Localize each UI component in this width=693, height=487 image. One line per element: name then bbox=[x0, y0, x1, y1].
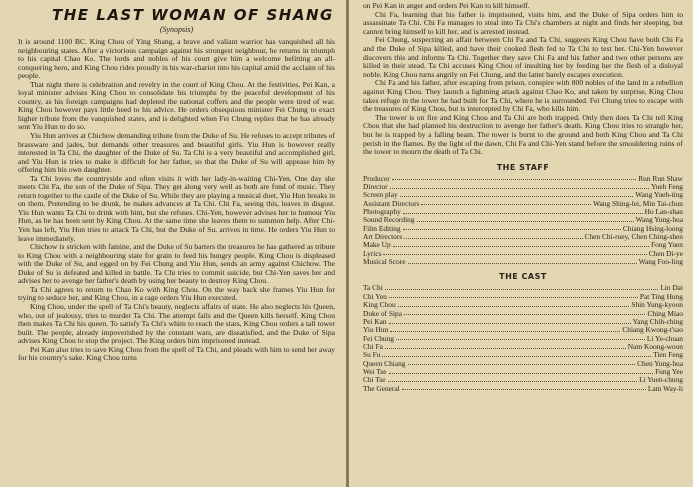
cast-heading: THE CAST bbox=[499, 272, 547, 282]
cast-row bbox=[363, 385, 683, 393]
staff-name: Run Run Shaw bbox=[638, 173, 683, 183]
synopsis-paragraph: King Chou, under the spell of Ta Chi's beauty, neglects affairs of state. He also neglects his Queen, who, out of jealousy, tries to murder Ta Chi. The attempt fails and the Queen kills herself. King Chou then makes Ta Chi his queen. To satisfy Ta Chi's whim to reach the stars, King Chou orders a tall tower built. The people, already impoverished by the constant wars, are dissatisfied, and the Duke of Sipa advises King Chou to stop the project. The King orders him imprisoned instead. bbox=[18, 301, 335, 346]
dotted-leader bbox=[390, 188, 650, 189]
synopsis-paragraph: That night there is celebration and revelry in the court of King Chou. At the festivities, Pei Kan, a loyal minister advises King Chou to consolidate his triumphs by the peaceful development of his country, as his foreign campaigns had depleted the national coffers and the people were tired of war. King Chou however pays little heed to his advice. He orders obsequious minister Fei Chung to exact higher tribute from the vanquished states, and is delighted when Fei Chung replies that he has already sent Yiu Hun to do so. bbox=[18, 79, 335, 132]
synopsis-paragraph: Ta Chi loves the countryside and often visits it with her lady-in-waiting Chi-Yen. One day she meets Chi Fa, the son of the Duke of Sipa. They get along very well as both are fond of music. They return together to the castle of the Duke of Su. While they are playing a musical duet, Yiu Hun breaks in on them. Pretending to be drunk, he makes advances at Ta Chi. Chi Fa, seeing this, leaves in disgust. Yiu Hun wants Ta Chi to drink with him, but she refuses. Chi-Yen, however advises her to humour Yiu Hun, as he has been sent by King Chou. At the same time she leaves them to summon help. After Chi-Yen has left, Yiu Hun tries to attack Ta Chi, but the Duke of Su, arrives in time. He orders Yiu Hun to leave immediately. bbox=[18, 173, 335, 243]
dotted-leader bbox=[383, 254, 646, 255]
staff-name: Chiang Hsing-loong bbox=[622, 223, 683, 233]
staff-role: Art Directors bbox=[363, 232, 403, 242]
dotted-leader bbox=[408, 364, 636, 365]
cast-name: Chen Yung-hua bbox=[637, 358, 683, 368]
cast-list bbox=[363, 284, 683, 392]
dotted-leader bbox=[403, 229, 621, 230]
staff-role: Film Editing bbox=[363, 223, 401, 233]
dotted-leader bbox=[392, 179, 637, 180]
cast-row bbox=[363, 326, 683, 334]
dotted-leader bbox=[389, 297, 638, 298]
synopsis-paragraph: Chichow is stricken with famine, and the Duke of Su barters the treasures he has gathered as tribute to King Chou with a neighbouring state for grain to feed his hungry people. King Chou is displeased with the Duke of Su, and egged on by Fei Chung and Yiu Hun, sends an army against Chichow. The Duke of Su is defeated and killed in battle. Ta Chi tries to commit suicide, but Chi-Yen saves her and advises her to avenge her father's death by using her beauty to destroy King Chou. bbox=[18, 242, 335, 286]
cast-name: Fung Yee bbox=[655, 366, 683, 376]
cast-name: Li Yuen-chung bbox=[639, 375, 683, 385]
cast-row bbox=[363, 376, 683, 384]
dotted-leader bbox=[393, 246, 649, 247]
synopsis-paragraph: Fei Chung, suspecting an affair between Chi Fa and Ta Chi, suggests King Chou have both Chi Fa and the Duke of Sipa killed, and have their cooked flesh fed to Ta Chi to test her. Chi-Yen however discovers this and informs Ta Chi. Together they save Chi Fa and his father and two other persons are killed in their stead. Ta Chi accuses King Chou of insulting her by feeding her the flesh of a disloyal noble. King Chou turns angrily on Fei Chung, and the latter barely escapes execution. bbox=[363, 35, 683, 79]
staff-name: Yueh Feng bbox=[651, 182, 683, 192]
staff-row bbox=[363, 233, 683, 241]
cast-name: Tien Feng bbox=[653, 350, 683, 360]
staff-role: Director bbox=[363, 182, 388, 192]
cast-role: King Chou bbox=[363, 300, 396, 310]
staff-role: Screen play bbox=[363, 190, 398, 200]
cast-name: Chiang Kwong-t'sao bbox=[622, 325, 683, 335]
cast-row bbox=[363, 351, 683, 359]
staff-role: Assistant Directors bbox=[363, 198, 420, 208]
staff-row bbox=[363, 250, 683, 258]
cast-role: Su Fu bbox=[363, 350, 381, 360]
cast-name: Pat Ting Hung bbox=[639, 291, 683, 301]
cast-role: Ta Chi bbox=[363, 283, 383, 293]
staff-role: Photography bbox=[363, 207, 401, 217]
cast-role: Chi Fa bbox=[363, 341, 383, 351]
dotted-leader bbox=[389, 323, 631, 324]
page-title: THE LAST WOMAN OF SHANG bbox=[52, 6, 334, 24]
staff-name: Chen Chi-ruey, Chen Ching-shen bbox=[584, 232, 683, 242]
dotted-leader bbox=[421, 204, 591, 205]
dotted-leader bbox=[388, 381, 638, 382]
staff-name: Wang Foo-ling bbox=[638, 257, 683, 267]
cast-row bbox=[363, 368, 683, 376]
staff-list bbox=[363, 175, 683, 267]
staff-name: Wang Yung-hua bbox=[635, 215, 683, 225]
dotted-leader bbox=[400, 196, 634, 197]
dotted-leader bbox=[417, 221, 634, 222]
staff-name: Wang Yueh-ting bbox=[635, 190, 683, 200]
dotted-leader bbox=[385, 289, 658, 290]
synopsis-paragraph: The tower is on fire and King Chou and Ta Chi are both trapped. Only then does Ta Chi tell King Chou that she had planned his destruction to avenge her father's death. King Chou tries to strangle her, but he is trapped by a falling beam. The tower is burnt to the ground and both King Chou and Ta Chi perish in the flames. By the light of the dawn, Chi Fa and Chi-Yen stand before the smouldering ruins of the tower to mourn the death of Ta Chi. bbox=[363, 112, 683, 157]
cast-row bbox=[363, 343, 683, 351]
cast-name: Lin Dai bbox=[660, 283, 683, 293]
cast-role: Yiu Hun bbox=[363, 325, 389, 335]
cast-role: Chi Yen bbox=[363, 291, 387, 301]
synopsis-paragraph: Yiu Hun arrives at Chichow demanding tribute from the Duke of Su. He refuses to accept tributes of brassware and jades, but demands other treasures and beautiful girls. Yiu Hun is however really interested in Ta Chi, the daughter of the Duke of Su. Ta Chi is a very beautiful and accomplished girl, and Yiu Hun is tries to make it difficult for her father, so that the Duke of Su will appease him by offering him his own daughter. bbox=[18, 131, 335, 175]
staff-role: Make Up bbox=[363, 240, 391, 250]
cast-name: Ching Miao bbox=[647, 308, 683, 318]
cast-role: The General bbox=[363, 383, 400, 393]
synopsis-paragraph: Pei Kan also tries to save King Chou from the spell of Ta Chi, and pleads with him to send her away for his country's sake. King Chou turns bbox=[18, 344, 335, 363]
staff-name: Chen Di-ye bbox=[648, 248, 683, 258]
cast-row bbox=[363, 284, 683, 292]
cast-role: Fei Chung bbox=[363, 333, 395, 343]
cast-row bbox=[363, 360, 683, 368]
staff-role: Sound Recording bbox=[363, 215, 415, 225]
dotted-leader bbox=[390, 331, 620, 332]
staff-role: Producer bbox=[363, 173, 390, 183]
cast-role: Pei Kan bbox=[363, 316, 387, 326]
synopsis-paragraph: Ta Chi agrees to return to Chao Ko with King Chou. On the way back she frames Yiu Hun for trying to seduce her, and King Chou, in a rage orders Yiu Hun executed. bbox=[18, 284, 335, 303]
staff-heading: THE STAFF bbox=[496, 162, 550, 172]
staff-name: Fong Yuen bbox=[651, 240, 683, 250]
dotted-leader bbox=[403, 213, 643, 214]
staff-role: Lyrics bbox=[363, 248, 382, 258]
cast-name: Yang Chih-ching bbox=[632, 316, 683, 326]
synopsis-paragraph: It is around 1100 BC. King Chou of Ying Shang, a brave and valiant warrior has vanquished all his neighbouring states. After a victorious campaign against his strongest neighbour, he returns in triumph to his capital Chao Ko. The lords and nobles of his court give him a welcome befitting an all-conquering hero, and King Chou rides proudly in his war-chariot into his capital amid the acclaim of his people. bbox=[18, 37, 335, 81]
dotted-leader bbox=[389, 373, 653, 374]
cast-name: Nam Koong-woon bbox=[627, 341, 683, 351]
dotted-leader bbox=[402, 389, 646, 390]
cast-role: Chi Tse bbox=[363, 375, 386, 385]
staff-name: Ho Lan-shan bbox=[644, 207, 683, 217]
synopsis-subtitle: (Synopsis) bbox=[159, 25, 194, 34]
cast-role: Duke of Sipa bbox=[363, 308, 402, 318]
cast-name: Shin Yung-kyoon bbox=[631, 300, 683, 310]
synopsis-paragraph: Chi Fa, learning that his father is imprisoned, visits him, and the Duke of Sipa orders him to assassinate Ta Chi. Chi Fa manages to steal into Ta Chi's chambers at night and finds her sleeping, but cannot bring himself to kill her, and is arrested instead. bbox=[363, 9, 683, 36]
staff-row bbox=[363, 241, 683, 249]
right-page bbox=[349, 0, 693, 487]
dotted-leader bbox=[385, 348, 626, 349]
cast-name: Lam Way-li bbox=[647, 383, 683, 393]
dotted-leader bbox=[382, 356, 651, 357]
cast-row bbox=[363, 301, 683, 309]
synopsis-paragraph: on Pei Kan in anger and orders Pei Kan to kill himself. bbox=[363, 1, 530, 10]
dotted-leader bbox=[398, 306, 630, 307]
dotted-leader bbox=[404, 238, 582, 239]
staff-row bbox=[363, 258, 683, 266]
cast-role: Queen Chiang bbox=[363, 358, 406, 368]
staff-role: Musical Score bbox=[363, 257, 406, 267]
staff-row bbox=[363, 175, 683, 183]
staff-row bbox=[363, 200, 683, 208]
dotted-leader bbox=[396, 339, 645, 340]
synopsis-paragraph: Chi Fa and his father, after escaping from prison, conspire with 800 nobles of the land in a rebellion against King Chou. They launch a lightning attack against Chao Ko, and taken by surprise, King Chou takes refuge in the tower he had built for Ta Chi, where he is surrounded. Fei Chung tries to escape with the treasures of King Chou, but is intercepted by Chi Fa, who kills him. bbox=[363, 78, 683, 114]
dotted-leader bbox=[404, 314, 645, 315]
dotted-leader bbox=[408, 263, 637, 264]
cast-name: Li Ye-chuan bbox=[646, 333, 683, 343]
cast-role: Wei Tse bbox=[363, 366, 387, 376]
staff-name: Wang Shing-lei, Min Tai-chun bbox=[593, 198, 683, 208]
